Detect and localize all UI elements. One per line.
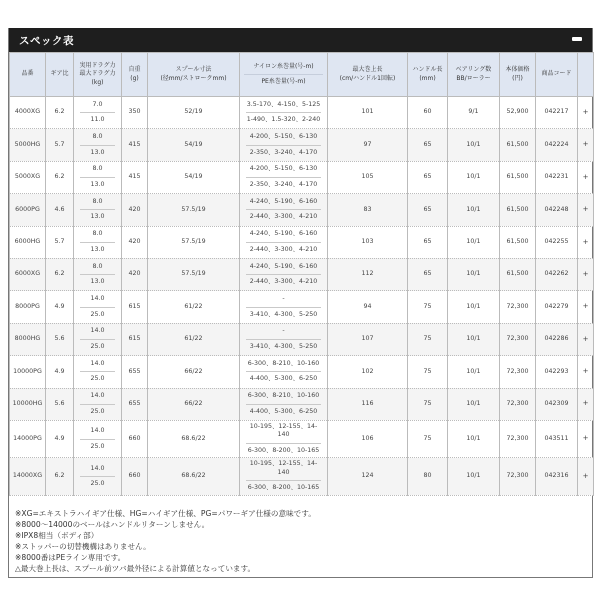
cell-retrieve: 112 [328,258,408,290]
cell-model: 5000HG [10,129,46,161]
header-handle: ハンドル長 (mm) [408,53,448,97]
cell-model: 14000XG [10,458,46,496]
cell-bearing: 10/1 [448,258,500,290]
table-row [10,291,594,323]
table-row [10,420,594,458]
cell-code: 042255 [536,226,578,258]
cell-bearing: 10/1 [448,356,500,388]
cell-line-capacity: 10-195、12-155、14-140 6-300、8-200、10-165 [240,458,328,496]
minus-icon[interactable] [572,37,582,41]
cell-price: 72,300 [500,458,536,496]
table-row [10,129,594,161]
cell-gear-ratio: 4.9 [46,291,74,323]
cell-bearing: 10/1 [448,194,500,226]
cell-spool: 68.6/22 [148,458,240,496]
panel-title: スペック表 [19,34,74,47]
cell-gear-ratio: 4.9 [46,356,74,388]
cell-spool: 54/19 [148,129,240,161]
cell-gear-ratio: 4.9 [46,420,74,458]
header-weight: 自重 (g) [122,53,148,97]
cell-weight: 615 [122,323,148,355]
cell-price: 72,300 [500,291,536,323]
header-drag: 実用ドラグ力 最大ドラグ力 (kg) [74,53,122,97]
cell-price: 72,300 [500,388,536,420]
cell-handle: 65 [408,161,448,193]
cell-model: 6000HG [10,226,46,258]
expand-plus-icon[interactable]: + [578,323,594,355]
spec-panel [8,28,593,578]
cell-price: 61,500 [500,194,536,226]
footnotes [9,496,592,574]
panel-titlebar [9,28,592,52]
cell-model: 8000HG [10,323,46,355]
expand-plus-icon[interactable]: + [578,458,594,496]
expand-plus-icon[interactable]: + [578,420,594,458]
footnote-line: ※XG=エキストラハイギア仕様、HG=ハイギア仕様、PG=パワーギア仕様の意味です。 [15,508,316,518]
cell-price: 61,500 [500,226,536,258]
cell-gear-ratio: 5.6 [46,323,74,355]
cell-drag: 8.0 13.0 [74,161,122,193]
cell-retrieve: 107 [328,323,408,355]
header-line-capacity: ナイロン糸巻量(号-m) PE糸巻量(号-m) [240,53,328,97]
cell-code: 042224 [536,129,578,161]
cell-drag: 14.0 25.0 [74,356,122,388]
cell-model: 5000XG [10,161,46,193]
cell-model: 8000PG [10,291,46,323]
header-gear-ratio: ギア比 [46,53,74,97]
cell-weight: 420 [122,258,148,290]
cell-weight: 420 [122,194,148,226]
cell-weight: 660 [122,458,148,496]
table-row [10,356,594,388]
cell-line-capacity: 6-300、8-210、10-160 4-400、5-300、6-250 [240,388,328,420]
cell-price: 61,500 [500,258,536,290]
cell-code: 042279 [536,291,578,323]
table-row [10,161,594,193]
cell-code: 042248 [536,194,578,226]
cell-gear-ratio: 5.7 [46,129,74,161]
cell-spool: 66/22 [148,356,240,388]
cell-handle: 75 [408,420,448,458]
cell-drag: 14.0 25.0 [74,420,122,458]
cell-drag: 8.0 13.0 [74,194,122,226]
cell-drag: 8.0 13.0 [74,129,122,161]
expand-plus-icon[interactable]: + [578,161,594,193]
cell-drag: 14.0 25.0 [74,323,122,355]
table-row [10,388,594,420]
cell-line-capacity: 4-240、5-190、6-160 2-440、3-300、4-210 [240,258,328,290]
cell-retrieve: 97 [328,129,408,161]
cell-drag: 8.0 13.0 [74,258,122,290]
cell-handle: 75 [408,356,448,388]
cell-code: 042316 [536,458,578,496]
cell-spool: 66/22 [148,388,240,420]
cell-spool: 68.6/22 [148,420,240,458]
footnote-line: ※8000～14000のベールはハンドルリターンしません。 [15,519,210,529]
expand-plus-icon[interactable]: + [578,291,594,323]
cell-bearing: 10/1 [448,458,500,496]
cell-bearing: 10/1 [448,291,500,323]
cell-model: 10000PG [10,356,46,388]
header-retrieve: 最大巻上長 (cm/ハンドル1回転) [328,53,408,97]
cell-drag: 14.0 25.0 [74,291,122,323]
cell-gear-ratio: 4.6 [46,194,74,226]
cell-handle: 80 [408,458,448,496]
cell-retrieve: 102 [328,356,408,388]
expand-plus-icon[interactable]: + [578,258,594,290]
cell-price: 61,500 [500,161,536,193]
cell-weight: 615 [122,291,148,323]
cell-bearing: 10/1 [448,226,500,258]
cell-handle: 60 [408,97,448,129]
cell-weight: 655 [122,356,148,388]
cell-line-capacity: - 3-410、4-300、5-250 [240,291,328,323]
cell-model: 4000XG [10,97,46,129]
cell-drag: 14.0 25.0 [74,388,122,420]
expand-plus-icon[interactable]: + [578,129,594,161]
table-row [10,97,594,129]
cell-model: 6000XG [10,258,46,290]
spec-table-body [10,97,594,496]
cell-handle: 65 [408,258,448,290]
cell-model: 6000PG [10,194,46,226]
cell-line-capacity: 4-240、5-190、6-160 2-440、3-300、4-210 [240,226,328,258]
cell-weight: 415 [122,129,148,161]
footnote-line: ※IPX8相当（ボディ部） [15,530,99,540]
header-model: 品番 [10,53,46,97]
table-row [10,226,594,258]
cell-code: 042309 [536,388,578,420]
footnote-line: ※8000番はPEライン専用です。 [15,552,126,562]
cell-spool: 57.5/19 [148,258,240,290]
table-row [10,194,594,226]
cell-weight: 660 [122,420,148,458]
cell-code: 042286 [536,323,578,355]
cell-bearing: 10/1 [448,388,500,420]
footnote-line: ※ストッパーの切替機構はありません。 [15,541,151,551]
cell-retrieve: 83 [328,194,408,226]
cell-bearing: 10/1 [448,420,500,458]
table-row [10,458,594,496]
header-price: 本体価格 (円) [500,53,536,97]
cell-line-capacity: 4-200、5-150、6-130 2-350、3-240、4-170 [240,129,328,161]
cell-retrieve: 103 [328,226,408,258]
cell-gear-ratio: 5.6 [46,388,74,420]
header-spool: スプール寸法 (径mm/ストロークmm) [148,53,240,97]
cell-bearing: 9/1 [448,97,500,129]
cell-code: 042293 [536,356,578,388]
expand-plus-icon[interactable]: + [578,356,594,388]
cell-bearing: 10/1 [448,323,500,355]
expand-plus-icon[interactable]: + [578,388,594,420]
cell-retrieve: 106 [328,420,408,458]
cell-spool: 61/22 [148,291,240,323]
cell-gear-ratio: 5.7 [46,226,74,258]
cell-code: 043511 [536,420,578,458]
cell-retrieve: 116 [328,388,408,420]
cell-code: 042231 [536,161,578,193]
cell-handle: 75 [408,388,448,420]
cell-gear-ratio: 6.2 [46,458,74,496]
expand-plus-icon[interactable]: + [578,97,594,129]
cell-price: 61,500 [500,129,536,161]
cell-drag: 7.0 11.0 [74,97,122,129]
cell-spool: 57.5/19 [148,194,240,226]
table-header-row [10,53,594,97]
cell-line-capacity: 3.5-170、4-150、5-125 1-490、1.5-320、2-240 [240,97,328,129]
cell-line-capacity: 10-195、12-155、14-140 6-300、8-200、10-165 [240,420,328,458]
table-row [10,323,594,355]
cell-line-capacity: 4-200、5-150、6-130 2-350、3-240、4-170 [240,161,328,193]
cell-line-capacity: 4-240、5-190、6-160 2-440、3-300、4-210 [240,194,328,226]
cell-bearing: 10/1 [448,161,500,193]
cell-weight: 415 [122,161,148,193]
cell-code: 042217 [536,97,578,129]
cell-gear-ratio: 6.2 [46,258,74,290]
cell-line-capacity: 6-300、8-210、10-160 4-400、5-300、6-250 [240,356,328,388]
cell-spool: 61/22 [148,323,240,355]
cell-retrieve: 124 [328,458,408,496]
cell-spool: 54/19 [148,161,240,193]
cell-spool: 57.5/19 [148,226,240,258]
table-row [10,258,594,290]
cell-retrieve: 101 [328,97,408,129]
cell-drag: 8.0 13.0 [74,226,122,258]
cell-handle: 75 [408,291,448,323]
cell-handle: 65 [408,194,448,226]
footnote-line: △最大巻上長は、スプール前ツバ最外径による計算値となっています。 [15,563,256,573]
cell-bearing: 10/1 [448,129,500,161]
cell-price: 72,300 [500,420,536,458]
header-code: 商品コード [536,53,578,97]
spec-table [9,52,594,496]
cell-retrieve: 94 [328,291,408,323]
cell-weight: 350 [122,97,148,129]
cell-price: 72,300 [500,356,536,388]
cell-model: 10000HG [10,388,46,420]
cell-gear-ratio: 6.2 [46,161,74,193]
cell-gear-ratio: 6.2 [46,97,74,129]
cell-drag: 14.0 25.0 [74,458,122,496]
cell-code: 042262 [536,258,578,290]
expand-plus-icon[interactable]: + [578,226,594,258]
cell-handle: 65 [408,226,448,258]
cell-model: 14000PG [10,420,46,458]
expand-plus-icon[interactable]: + [578,194,594,226]
cell-price: 72,300 [500,323,536,355]
header-bearing: ベアリング数 BB/ローラー [448,53,500,97]
header-extra [578,53,594,97]
cell-retrieve: 105 [328,161,408,193]
cell-spool: 52/19 [148,97,240,129]
cell-line-capacity: - 3-410、4-300、5-250 [240,323,328,355]
cell-handle: 75 [408,323,448,355]
cell-price: 52,900 [500,97,536,129]
cell-handle: 65 [408,129,448,161]
cell-weight: 655 [122,388,148,420]
cell-weight: 420 [122,226,148,258]
